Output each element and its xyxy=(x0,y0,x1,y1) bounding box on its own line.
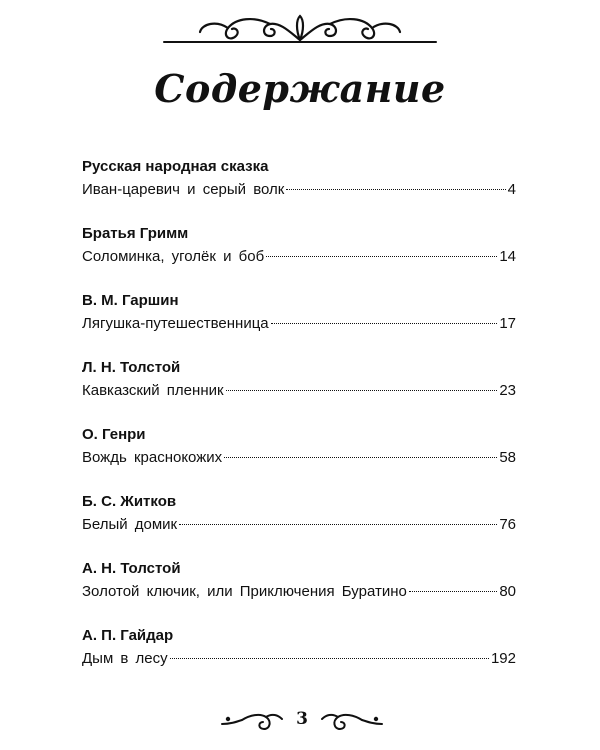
toc-page: 76 xyxy=(499,516,516,533)
toc-entry xyxy=(82,156,516,223)
toc-row xyxy=(82,647,516,671)
dot-leader xyxy=(409,591,497,592)
toc-title: Золотой ключик, или Приключения Буратино xyxy=(82,583,407,600)
table-of-contents xyxy=(82,156,516,692)
toc-entry xyxy=(82,491,516,558)
dot-leader xyxy=(170,658,489,659)
swirl-right-icon xyxy=(318,707,384,733)
toc-title: Соломинка, уголёк и боб xyxy=(82,248,265,265)
toc-title: Лягушка-путешественница xyxy=(82,315,269,332)
dot-leader xyxy=(286,189,505,190)
toc-author: А. Н. Толстой xyxy=(82,560,181,577)
dot-leader xyxy=(226,390,498,391)
toc-page: 23 xyxy=(499,382,516,399)
toc-title: Вождь краснокожих xyxy=(82,449,223,466)
toc-page: 17 xyxy=(499,315,516,332)
toc-entry xyxy=(82,424,516,491)
toc-author: Л. Н. Толстой xyxy=(82,359,181,376)
swirl-left-icon xyxy=(220,707,286,733)
toc-title: Дым в лесу xyxy=(82,650,168,667)
toc-page: 192 xyxy=(490,650,516,667)
toc-row xyxy=(82,379,516,403)
toc-row xyxy=(82,513,516,537)
toc-row xyxy=(82,312,516,336)
toc-row xyxy=(82,580,516,604)
toc-author: А. П. Гайдар xyxy=(82,627,174,644)
toc-author: В. М. Гаршин xyxy=(82,292,179,309)
dot-leader xyxy=(224,457,497,458)
dot-leader xyxy=(179,524,497,525)
dot-leader xyxy=(271,323,498,324)
toc-entry xyxy=(82,625,516,692)
toc-row xyxy=(82,178,516,202)
toc-author: Русская народная сказка xyxy=(82,158,269,175)
toc-row xyxy=(82,245,516,269)
toc-page: 80 xyxy=(499,583,516,600)
toc-page: 14 xyxy=(499,248,516,265)
toc-title: Белый домик xyxy=(82,516,178,533)
page-footer xyxy=(0,703,600,737)
toc-entry xyxy=(82,290,516,357)
toc-author: Б. С. Житков xyxy=(82,493,177,510)
toc-page: 58 xyxy=(499,449,516,466)
toc-title: Иван-царевич и серый волк xyxy=(82,181,285,198)
toc-row xyxy=(82,446,516,470)
toc-entry xyxy=(82,357,516,424)
toc-entry xyxy=(82,558,516,625)
toc-author: Братья Гримм xyxy=(82,225,189,242)
toc-title: Кавказский пленник xyxy=(82,382,224,399)
toc-page: 4 xyxy=(507,181,516,198)
toc-entry xyxy=(82,223,516,290)
page-number: 3 xyxy=(296,709,308,729)
page-title: Содержание xyxy=(154,66,446,111)
toc-author: О. Генри xyxy=(82,426,146,443)
scroll-ornament-icon xyxy=(162,12,438,52)
dot-leader xyxy=(266,256,497,257)
